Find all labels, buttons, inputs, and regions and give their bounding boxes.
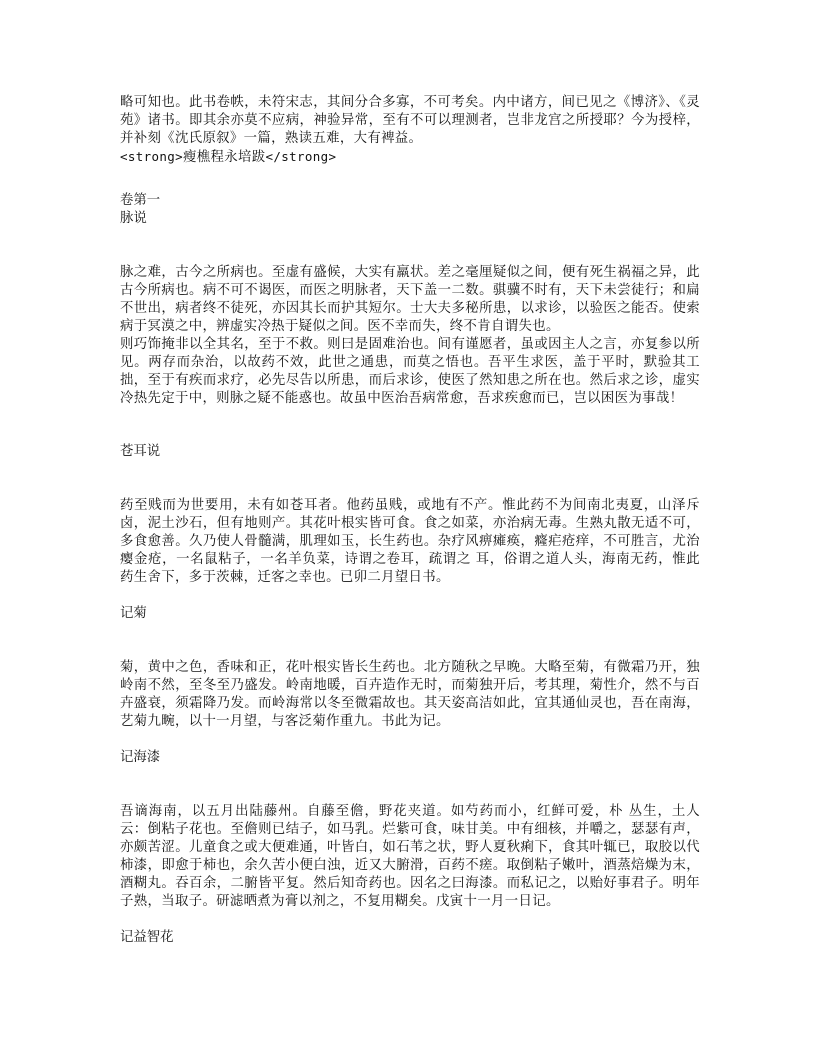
pulse-paragraph-1: 脉之难，古今之所病也。至虚有盛候，大实有羸状。差之毫厘疑似之间，便有死生祸福之异，此古今所病也。病不可不谒医，而医之明脉者，天下盖一二数。骐骥不时有，天下未尝徒行；和扁不世出，病者终不徒死，亦因其长而护其短尔。士大夫多秘所患，以求诊，以验医之能否。使索病于冥漠之中，辨虚实冷热于疑似之间。医不幸而失，终不肯自谓失也。 bbox=[120, 265, 700, 334]
volume-title: 卷第一 bbox=[120, 193, 161, 208]
cocklebur-paragraph: 药至贱而为世要用，未有如苍耳者。他药虽贱，或地有不产。惟此药不为间南北夷夏，山泽斥卤，泥土沙石，但有地则产。其花叶根实皆可食。食之如菜，亦治病无毒。生熟丸散无适不可，多食愈善。久乃使人骨髓满，肌理如玉，长生药也。杂疗风痹瘫痪，癃疟疮痒，不可胜言，尤治瘿金疮，一名鼠粘子，一名羊负菜，诗谓之卷耳，疏谓之 耳，俗谓之道人头，海南无药，惟此药生舍下，多于茨棘，迁客之幸也。已卯二月望日书。 bbox=[120, 498, 700, 585]
section-title-pulse: 脉说 bbox=[120, 211, 147, 226]
strong-open-tag: <strong> bbox=[120, 149, 184, 164]
signature-text: 瘦樵程永培跋 bbox=[183, 150, 266, 165]
section-body-cocklebur bbox=[120, 497, 700, 587]
section-body-sea-lacquer bbox=[120, 803, 700, 911]
strong-close-tag: </strong> bbox=[265, 149, 337, 164]
preface bbox=[120, 94, 700, 167]
section-title-cocklebur: 苍耳说 bbox=[120, 444, 161, 459]
section-title-sea-lacquer: 记海漆 bbox=[120, 750, 161, 765]
pulse-paragraph-2: 则巧饰掩非以全其名，至于不救。则曰是固难治也。间有谨愿者，虽或因主人之言，亦复参以所见。两存而杂治，以故药不效，此世之通患，而莫之悟也。吾平生求医，盖于平时，默验其工拙，至于有疾而求疗，必先尽告以所患，而后求诊，使医了然知患之所在也。然后求之诊，虚实冷热先定于中，则脉之疑不能惑也。故虽中医治吾病常愈，吾求疾愈而已，岂以困医为事哉！ bbox=[120, 337, 700, 406]
sea-lacquer-paragraph: 吾谪海南，以五月出陆藤州。自藤至儋，野花夹道。如芍药而小，红鲜可爱，朴 丛生，土人云：倒粘子花也。至儋则已结子，如马乳。烂紫可食，味甘美。中有细核，并嚼之，瑟瑟有声，亦颇苦涩。儿童食之或大便难通，叶皆白，如石苇之状，野人夏秋痢下，食其叶辄已，取胶以代柿漆，即愈于柿也，余久苦小便白浊，近又大腑滑，百药不瘥。取倒粘子嫩叶，酒蒸焙燥为末，酒糊丸。吞百余，二腑皆平复。然后知奇药也。因名之曰海漆。而私记之，以贻好事君子。明年子熟，当取子。研滤晒煮为膏以剂之，不复用糊矣。戊寅十一月一日记。 bbox=[120, 804, 700, 909]
section-body-chrysanthemum bbox=[120, 659, 700, 731]
chrysanthemum-paragraph: 菊，黄中之色，香味和正，花叶根实皆长生药也。北方随秋之早晚。大略至菊，有微霜乃开，独岭南不然，至冬至乃盛发。岭南地暖，百卉造作无时，而菊独开后，考其理，菊性介，然不与百卉盛衰，须霜降乃发。而岭海常以冬至微霜故也。其天姿高洁如此，宜其通仙灵也，吾在南海，艺菊九畹，以十一月望，与客泛菊作重九。书此为记。 bbox=[120, 660, 700, 729]
preface-signature bbox=[120, 148, 700, 167]
section-title-yizhi-flower: 记益智花 bbox=[120, 930, 174, 945]
section-title-chrysanthemum: 记菊 bbox=[120, 606, 147, 621]
section-body-pulse bbox=[120, 264, 700, 408]
preface-paragraph: 略可知也。此书卷帙，未符宋志，其间分合多寡，不可考矣。内中诸方，间已见之《博济》、《灵苑》诸书。即其余亦莫不应病，神验异常，至有不可以理测者，岂非龙宫之所授耶？今为授梓，并补刻《沈氏原叙》一篇，熟读五难，大有裨益。 bbox=[120, 95, 700, 146]
